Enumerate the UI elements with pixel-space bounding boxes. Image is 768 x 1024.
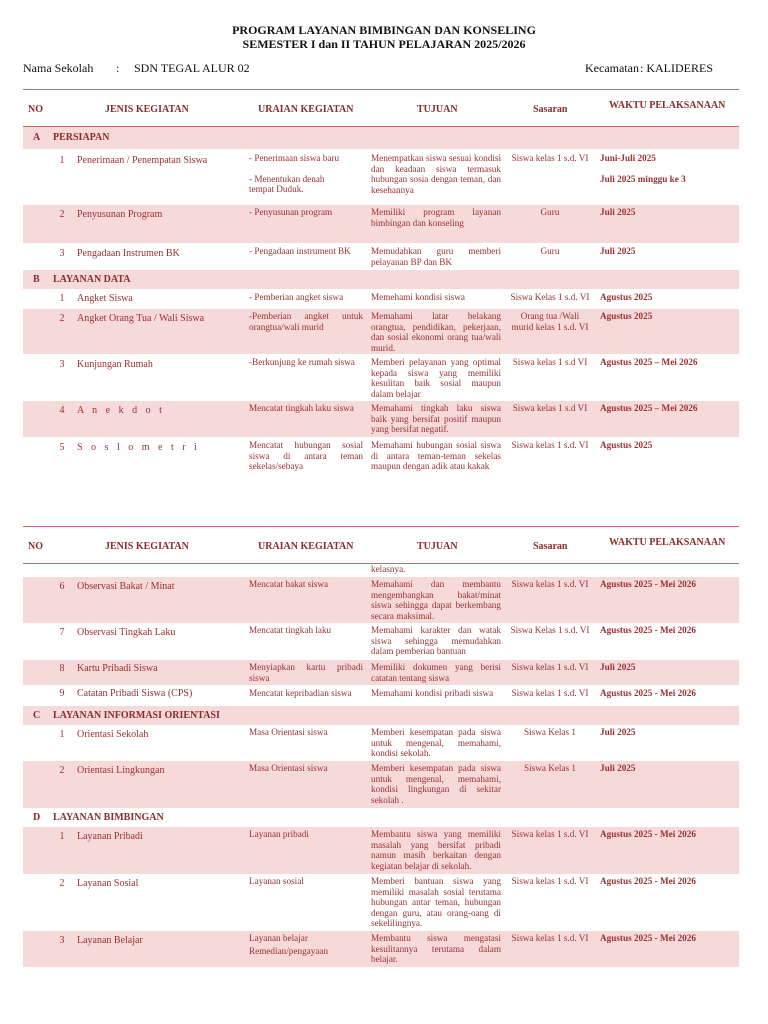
- uraian-line: - Penerimaan siswa baru: [249, 153, 340, 163]
- row-uraian: - Pengadaan instrument BK: [249, 246, 351, 256]
- col-header-tujuan: TUJUAN: [417, 541, 458, 552]
- table-row: [23, 874, 739, 930]
- row-uraian: Masa Orientasi siswa: [249, 727, 328, 737]
- section-title: LAYANAN BIMBINGAN: [53, 812, 164, 823]
- row-jenis: Kartu Pribadi Siswa: [77, 663, 158, 674]
- row-sasaran: Siswa kelas 1 s.d. VI: [511, 876, 589, 886]
- row-no: 6: [59, 581, 65, 592]
- row-uraian: -Pemberian angket untuk orangtua/wali murid: [249, 311, 363, 332]
- row-sasaran: Siswa Kelas 1 s.d. VI: [510, 625, 590, 635]
- table-top-border: [23, 89, 739, 90]
- section-row-a: [23, 127, 739, 149]
- section-letter: C: [33, 710, 41, 721]
- row-waktu: Juli 2025: [600, 763, 636, 773]
- row-tujuan: Memahami dan membantu mengembangkan bakat/minat siswa sehingga dapat berkembang secara maksimal.: [371, 579, 501, 621]
- row-sasaran: Siswa kelas 1 s.d. VI: [511, 662, 589, 672]
- table-row: [23, 761, 739, 808]
- row-uraian: -Berkunjung ke rumah siswa: [249, 357, 355, 367]
- row-tujuan: Memahami karakter dan watak siswa sehingga memudahkan dalam pemberian bantuan: [371, 625, 501, 656]
- uraian-line: Layanan belajar: [249, 933, 308, 943]
- row-tujuan-continued: kelasnya.: [371, 564, 406, 574]
- school-name: SDN TEGAL ALUR 02: [134, 61, 250, 75]
- row-no: 1: [59, 293, 65, 304]
- row-waktu: Agustus 2025 - Mei 2026: [600, 829, 696, 839]
- section-letter: B: [33, 274, 40, 285]
- row-uraian: Mencatat tingkah laku: [249, 625, 332, 635]
- row-sasaran: Siswa Kelas 1 s.d. VI: [510, 292, 590, 302]
- row-uraian: Mencatat tingkah laku siswa: [249, 403, 354, 413]
- col-header-no: NO: [28, 104, 43, 115]
- row-jenis: A n e k d o t: [77, 405, 165, 416]
- row-uraian: Layanan sosial: [249, 876, 304, 886]
- row-no: 5: [59, 442, 65, 453]
- row-tujuan: Membantu siswa yang memiliki masalah yang bersifat pribadi namun masih berkaitan dengan kegiatan belajar di sekolah.: [371, 829, 501, 871]
- row-waktu: Agustus 2025 - Mei 2026: [600, 688, 696, 698]
- row-jenis: Layanan Sosial: [77, 878, 139, 889]
- district-value: : KALIDERES: [640, 61, 713, 75]
- row-uraian: Menyiapkan kartu pribadi siswa: [249, 662, 363, 683]
- row-sasaran: Siswa kelas 1 s.d. VI: [511, 829, 589, 839]
- row-tujuan: Memehami kondisi siswa: [371, 292, 465, 302]
- waktu-line: Juli 2025 minggu ke 3: [600, 173, 686, 184]
- uraian-line: Remedian/pengayaan: [249, 945, 329, 956]
- row-no: 2: [59, 313, 65, 324]
- row-tujuan: Memahami hubungan sosial siswa di antara teman-teman sekelas maupun dengan adik atau kakak: [371, 440, 501, 471]
- row-uraian: [249, 933, 363, 956]
- row-no: 3: [59, 935, 65, 946]
- row-jenis: Layanan Pribadi: [77, 831, 143, 842]
- row-waktu: Agustus 2025: [600, 311, 653, 321]
- row-sasaran: Guru: [540, 207, 560, 217]
- row-no: 3: [59, 248, 65, 259]
- row-sasaran: Siswa kelas 1 s.d. VI: [511, 579, 589, 589]
- row-uraian: Mencatat kepribadian siswa: [249, 688, 352, 698]
- row-sasaran: Siswa kelas 1 s.d VI: [512, 403, 588, 413]
- row-waktu: Agustus 2025 - Mei 2026: [600, 579, 696, 589]
- row-sasaran: Siswa kelas 1 s.d. VI: [511, 933, 589, 943]
- table-row: [23, 931, 739, 967]
- col-header-uraian: URAIAN KEGIATAN: [258, 104, 354, 115]
- table-row: [23, 660, 739, 685]
- table-row: [23, 205, 739, 243]
- table-row: [23, 401, 739, 437]
- col-header-jenis: JENIS KEGIATAN: [105, 541, 189, 552]
- row-jenis: Penerimaan / Penempatan Siswa: [77, 155, 208, 166]
- row-waktu: Agustus 2025 – Mei 2026: [600, 403, 698, 413]
- col-header-waktu: WAKTU PELAKSANAAN: [609, 537, 726, 548]
- table-top-border: [23, 526, 739, 527]
- col-header-no: NO: [28, 541, 43, 552]
- row-no: 2: [59, 878, 65, 889]
- row-waktu: Agustus 2025: [600, 292, 653, 302]
- school-label: Nama Sekolah: [23, 61, 94, 75]
- row-uraian: Layanan pribadi: [249, 829, 309, 839]
- row-waktu: Agustus 2025 - Mei 2026: [600, 876, 696, 886]
- row-jenis: Angket Siswa: [77, 293, 133, 304]
- waktu-line: Juni-Juli 2025: [600, 153, 656, 163]
- district-label: Kecamatan: [585, 61, 639, 75]
- row-sasaran: Guru: [540, 246, 560, 256]
- table-row: [23, 438, 739, 474]
- col-header-jenis: JENIS KEGIATAN: [105, 104, 189, 115]
- row-jenis: Orientasi Sekolah: [77, 729, 149, 740]
- row-uraian: - Pemberian angket siswa: [249, 292, 344, 302]
- row-no: 1: [59, 831, 65, 842]
- row-tujuan: Memberi pelayanan yang optimal kepada siswa yang memiliki kesulitan baik sosial maupun dalam belajar: [371, 357, 501, 399]
- table-row: [23, 577, 739, 623]
- row-jenis: Pengadaan Instrumen BK: [77, 248, 180, 259]
- row-no: 9: [59, 688, 65, 699]
- table-row: [23, 725, 739, 761]
- section-letter: A: [33, 132, 41, 143]
- row-uraian: - Penyusunan program: [249, 207, 333, 217]
- row-jenis: S o s l o m e t r i: [77, 442, 200, 453]
- row-tujuan: Memudahkan guru memberi pelayanan BP dan BK: [371, 246, 501, 267]
- row-waktu: Agustus 2025: [600, 440, 653, 450]
- row-tujuan: Memahami latar belakang orangtua, pendidikan, pekerjaan, dan sosial ekonomi orang tua/wali murid.: [371, 311, 501, 353]
- row-waktu: Agustus 2025 – Mei 2026: [600, 357, 698, 367]
- row-waktu: Juli 2025: [600, 207, 636, 217]
- table-row: [23, 290, 739, 308]
- row-sasaran: Siswa Kelas 1: [523, 763, 577, 773]
- row-waktu: [600, 153, 735, 184]
- document-title: PROGRAM LAYANAN BIMBINGAN DAN KONSELING: [232, 23, 536, 37]
- uraian-line: - Menentukan denah tempat Duduk.: [249, 173, 325, 194]
- section-title: PERSIAPAN: [53, 132, 110, 143]
- row-tujuan: Memberi kesempatan pada siswa untuk mengenal, memahami, kondisi lingkungan di sekitar sekolah .: [371, 763, 501, 805]
- col-header-sasaran: Sasaran: [533, 104, 568, 115]
- row-no: 7: [59, 627, 65, 638]
- document-subtitle: SEMESTER I dan II TAHUN PELAJARAN 2025/2026: [242, 37, 526, 51]
- table-row: [23, 151, 739, 203]
- section-title: LAYANAN DATA: [53, 274, 131, 285]
- row-jenis: Angket Orang Tua / Wali Siswa: [77, 313, 205, 324]
- col-header-uraian: URAIAN KEGIATAN: [258, 541, 354, 552]
- row-sasaran: Siswa kelas 1 s.d. VI: [511, 688, 589, 698]
- row-tujuan: Memahami kondisi pribadi siswa: [371, 688, 494, 698]
- section-row-b: [23, 270, 739, 289]
- row-jenis: Catatan Pribadi Siswa (CPS): [77, 688, 193, 699]
- col-header-tujuan: TUJUAN: [417, 104, 458, 115]
- table-row: [23, 685, 739, 705]
- row-jenis: Observasi Tingkah Laku: [77, 627, 176, 638]
- row-sasaran: Orang tua /Wali murid kelas 1 s.d. VI: [511, 311, 589, 332]
- row-jenis: Observasi Bakat / Minat: [77, 581, 175, 592]
- row-waktu: Juli 2025: [600, 727, 636, 737]
- table-row: [23, 623, 739, 660]
- row-sasaran: Siswa kelas 1 s.d. VI: [511, 440, 589, 450]
- row-uraian: Mencatat bakat siswa: [249, 579, 329, 589]
- row-no: 4: [59, 405, 65, 416]
- row-no: 8: [59, 663, 65, 674]
- school-colon: :: [116, 61, 120, 75]
- row-no: 1: [59, 729, 65, 740]
- row-no: 1: [59, 155, 65, 166]
- row-jenis: Penyusunan Program: [77, 209, 163, 220]
- row-tujuan: Memahami tingkah laku siswa baik yang bersifat positif maupun yang bersifat negatif.: [371, 403, 501, 434]
- row-uraian: [249, 153, 363, 195]
- section-title: LAYANAN INFORMASI ORIENTASI: [53, 710, 220, 721]
- section-row-d: [23, 808, 739, 827]
- row-sasaran: Siswa kelas 1 s.d. VI: [511, 153, 589, 163]
- table-row: [23, 827, 739, 874]
- row-no: 3: [59, 359, 65, 370]
- row-tujuan: Memiliki dokumen yang berisi catatan tentang siswa: [371, 662, 501, 683]
- row-no: 2: [59, 209, 65, 220]
- section-row-c: [23, 706, 739, 725]
- table-row: [23, 355, 739, 401]
- row-tujuan: Memberi bantuan siswa yang memiliki masalah sosial terutama hubungan antar teman, hubungan dengan guru, atau orang-oang di sekelilingnya.: [371, 876, 501, 928]
- section-letter: D: [33, 812, 41, 823]
- row-no: 2: [59, 765, 65, 776]
- row-jenis: Orientasi Lingkungan: [77, 765, 165, 776]
- table-row: [23, 244, 739, 270]
- row-uraian: Masa Orientasi siswa: [249, 763, 328, 773]
- row-waktu: Agustus 2025 - Mei 2026: [600, 625, 696, 635]
- row-waktu: Juli 2025: [600, 246, 636, 256]
- row-tujuan: Membantu siswa mengatasi kesulitannya terutama dalam belajar.: [371, 933, 501, 964]
- row-waktu: Agustus 2025 - Mei 2026: [600, 933, 696, 943]
- program-table-page-2: [23, 526, 739, 970]
- row-jenis: Kunjungan Rumah: [77, 359, 153, 370]
- table-row: [23, 309, 739, 354]
- col-header-sasaran: Sasaran: [533, 541, 568, 552]
- row-jenis: Layanan Belajar: [77, 935, 143, 946]
- row-waktu: Juli 2025: [600, 662, 636, 672]
- row-tujuan: Memiliki program layanan bimbingan dan konseling: [371, 207, 501, 228]
- row-sasaran: Siswa Kelas 1: [523, 727, 577, 737]
- row-sasaran: Siswa kelas 1 s.d VI: [512, 357, 588, 367]
- row-tujuan: Menempatkan siswa sesuai kondisi dan keadaan siswa termasuk hubungan sosia dengan teman, dan kesehannya: [371, 153, 501, 195]
- row-uraian: Mencatat hubungan sosial siswa di antara teman sekelas/sebaya: [249, 440, 363, 471]
- row-tujuan: Memberi kesempatan pada siswa untuk mengenal, memahami, kondisi sekolah.: [371, 727, 501, 758]
- col-header-waktu: WAKTU PELAKSANAAN: [609, 100, 726, 111]
- program-table-page-1: [23, 89, 739, 479]
